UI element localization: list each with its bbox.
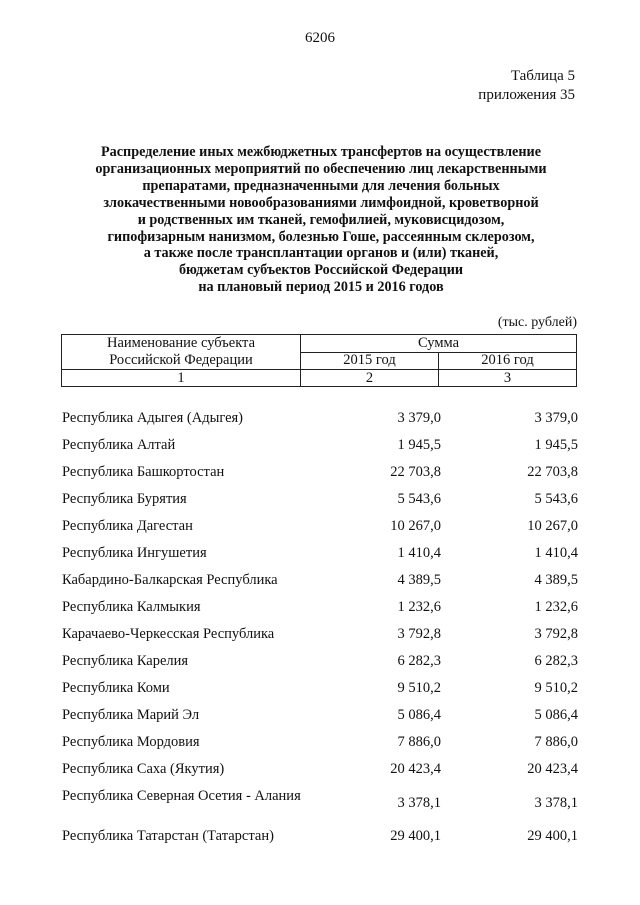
value-2015: 3 792,8 <box>397 626 441 642</box>
value-2016: 3 792,8 <box>534 626 578 642</box>
table-row <box>62 756 578 783</box>
title-line: и родственных им тканей, гемофилией, муковисцидозом, <box>137 211 505 228</box>
region-name: Республика Мордовия <box>62 734 200 750</box>
title-line: злокачественными новообразованиями лимфоидной, кроветворной <box>103 194 539 211</box>
region-name: Республика Северная Осетия - Алания <box>62 788 301 804</box>
region-name: Республика Саха (Якутия) <box>62 761 225 777</box>
table-reference <box>478 67 575 105</box>
value-2016: 6 282,3 <box>534 653 578 669</box>
table-row <box>62 621 578 648</box>
value-2015: 3 379,0 <box>397 410 441 426</box>
column-header-name-line: Наименование субъекта <box>106 335 256 351</box>
title-line: препаратами, предназначенными для лечения больных <box>142 177 500 194</box>
table-row <box>62 783 578 823</box>
table-row <box>62 648 578 675</box>
table-row <box>62 459 578 486</box>
units-label: (тыс. рублей) <box>497 315 577 330</box>
value-2016: 20 423,4 <box>527 761 578 777</box>
column-header-2016: 2016 год <box>439 352 577 370</box>
page-number: 6206 <box>305 30 335 46</box>
title-line: на плановый период 2015 и 2016 годов <box>198 279 444 296</box>
value-2015: 4 389,5 <box>397 572 441 588</box>
value-2016: 22 703,8 <box>527 464 578 480</box>
region-name: Республика Адыгея (Адыгея) <box>62 410 244 426</box>
table-row <box>62 729 578 756</box>
region-name: Республика Карелия <box>62 653 189 669</box>
region-name: Республика Татарстан (Татарстан) <box>62 828 274 844</box>
value-2016: 29 400,1 <box>527 828 578 844</box>
column-number-3: 3 <box>439 370 577 387</box>
value-2015: 20 423,4 <box>390 761 441 777</box>
region-name: Республика Ингушетия <box>62 545 207 561</box>
document-title <box>62 144 580 296</box>
value-2016: 3 378,1 <box>534 795 578 811</box>
title-line: а также после трансплантации органов и (или) тканей, <box>143 245 499 262</box>
table-row <box>62 594 578 621</box>
value-2015: 1 410,4 <box>397 545 441 561</box>
value-2016: 5 086,4 <box>534 707 578 723</box>
table-row <box>62 405 578 432</box>
value-2016: 1 232,6 <box>534 599 578 615</box>
table-row <box>62 513 578 540</box>
value-2015: 7 886,0 <box>397 734 441 750</box>
table-row <box>62 823 578 850</box>
value-2015: 1 945,5 <box>397 437 441 453</box>
region-name: Республика Башкортостан <box>62 464 225 480</box>
region-name: Республика Бурятия <box>62 491 187 507</box>
table-label: Таблица 5 <box>510 68 575 84</box>
value-2015: 9 510,2 <box>397 680 441 696</box>
column-number-1: 1 <box>62 370 301 387</box>
region-name: Республика Алтай <box>62 437 176 453</box>
value-2016: 4 389,5 <box>534 572 578 588</box>
value-2015: 1 232,6 <box>397 599 441 615</box>
title-line: организационных мероприятий по обеспечению лиц лекарственными <box>95 160 547 177</box>
table-row <box>62 675 578 702</box>
appendix-label: приложения 35 <box>478 87 575 103</box>
value-2015: 29 400,1 <box>390 828 441 844</box>
title-line: бюджетам субъектов Российской Федерации <box>178 262 464 279</box>
value-2016: 1 410,4 <box>534 545 578 561</box>
region-name: Карачаево-Черкесская Республика <box>62 626 275 642</box>
value-2016: 10 267,0 <box>527 518 578 534</box>
table-row <box>62 432 578 459</box>
value-2015: 5 086,4 <box>397 707 441 723</box>
column-number-2: 2 <box>301 370 439 387</box>
table-row <box>62 567 578 594</box>
value-2015: 5 543,6 <box>397 491 441 507</box>
value-2015: 22 703,8 <box>390 464 441 480</box>
column-header-name-line: Российской Федерации <box>109 352 253 368</box>
value-2016: 7 886,0 <box>534 734 578 750</box>
region-name: Республика Марий Эл <box>62 707 200 723</box>
table-row <box>62 540 578 567</box>
value-2016: 3 379,0 <box>534 410 578 426</box>
region-name: Кабардино-Балкарская Республика <box>62 572 278 588</box>
value-2016: 5 543,6 <box>534 491 578 507</box>
column-header-sum: Сумма <box>301 335 577 353</box>
table-row <box>62 486 578 513</box>
region-name: Республика Дагестан <box>62 518 193 534</box>
table-row <box>62 702 578 729</box>
value-2016: 1 945,5 <box>534 437 578 453</box>
title-line: гипофизарным нанизмом, болезнью Гоше, рассеянным склерозом, <box>107 228 535 245</box>
table-body <box>62 405 578 850</box>
title-line: Распределение иных межбюджетных трансфертов на осуществление <box>100 144 541 160</box>
value-2015: 6 282,3 <box>397 653 441 669</box>
column-header-name <box>62 335 301 370</box>
value-2015: 10 267,0 <box>390 518 441 534</box>
table-header <box>61 334 577 387</box>
region-name: Республика Калмыкия <box>62 599 201 615</box>
value-2015: 3 378,1 <box>397 795 441 811</box>
value-2016: 9 510,2 <box>534 680 578 696</box>
column-header-2015: 2015 год <box>301 352 439 370</box>
region-name: Республика Коми <box>62 680 170 696</box>
